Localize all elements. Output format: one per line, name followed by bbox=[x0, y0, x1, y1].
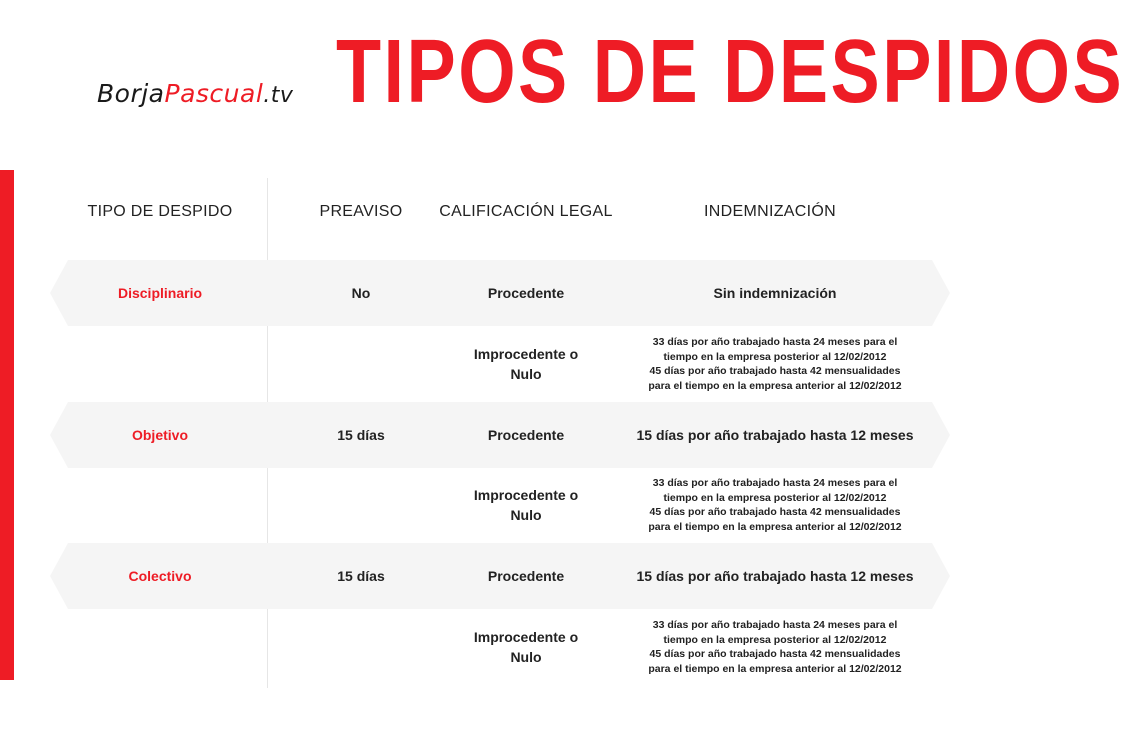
cell-preaviso: 15 días bbox=[337, 427, 385, 443]
cell-calificacion: Procedente bbox=[487, 568, 565, 584]
cell-indemnizacion: 15 días por año trabajado hasta 12 meses bbox=[636, 427, 914, 443]
header-calificacion: CALIFICACIÓN LEGAL bbox=[439, 203, 613, 220]
cell-calificacion: Improcedente o Nulo bbox=[473, 346, 579, 382]
header-indemnizacion: INDEMNIZACIÓN bbox=[704, 203, 836, 220]
page-title: TIPOS DE DESPIDOS bbox=[336, 22, 1124, 122]
header-tipo: TIPO DE DESPIDO bbox=[87, 203, 233, 220]
left-accent-bar bbox=[0, 170, 14, 680]
logo-text-borja: Borja bbox=[97, 79, 165, 108]
cell-indemnizacion: 33 días por año trabajado hasta 24 meses para el tiempo en la empresa posterior al 12/02/2012 45 días por año trabajado hasta 42 mensualidades para el tiempo en la empresa anterior al 12/02/2012 bbox=[648, 477, 902, 533]
cell-indemnizacion: 15 días por año trabajado hasta 12 meses bbox=[636, 568, 914, 584]
cell-calificacion: Improcedente o Nulo bbox=[473, 629, 579, 665]
cell-tipo: Colectivo bbox=[128, 568, 192, 584]
header-preaviso: PREAVISO bbox=[319, 203, 403, 220]
brand-logo bbox=[97, 79, 293, 108]
cell-tipo: Objetivo bbox=[131, 427, 188, 443]
cell-calificacion: Improcedente o Nulo bbox=[473, 487, 579, 523]
cell-preaviso: No bbox=[351, 285, 371, 301]
cell-tipo: Disciplinario bbox=[117, 285, 203, 301]
cell-indemnizacion: Sin indemnización bbox=[713, 285, 837, 301]
cell-indemnizacion: 33 días por año trabajado hasta 24 meses para el tiempo en la empresa posterior al 12/02/2012 45 días por año trabajado hasta 42 mensualidades para el tiempo en la empresa anterior al 12/02/2012 bbox=[648, 336, 902, 392]
cell-calificacion: Procedente bbox=[487, 285, 565, 301]
logo-text-pascual: Pascual bbox=[164, 79, 264, 108]
logo-text-tv: .tv bbox=[263, 83, 294, 108]
cell-calificacion: Procedente bbox=[487, 427, 565, 443]
cell-preaviso: 15 días bbox=[337, 568, 385, 584]
cell-indemnizacion: 33 días por año trabajado hasta 24 meses para el tiempo en la empresa posterior al 12/02/2012 45 días por año trabajado hasta 42 mensualidades para el tiempo en la empresa anterior al 12/02/2012 bbox=[648, 619, 902, 675]
